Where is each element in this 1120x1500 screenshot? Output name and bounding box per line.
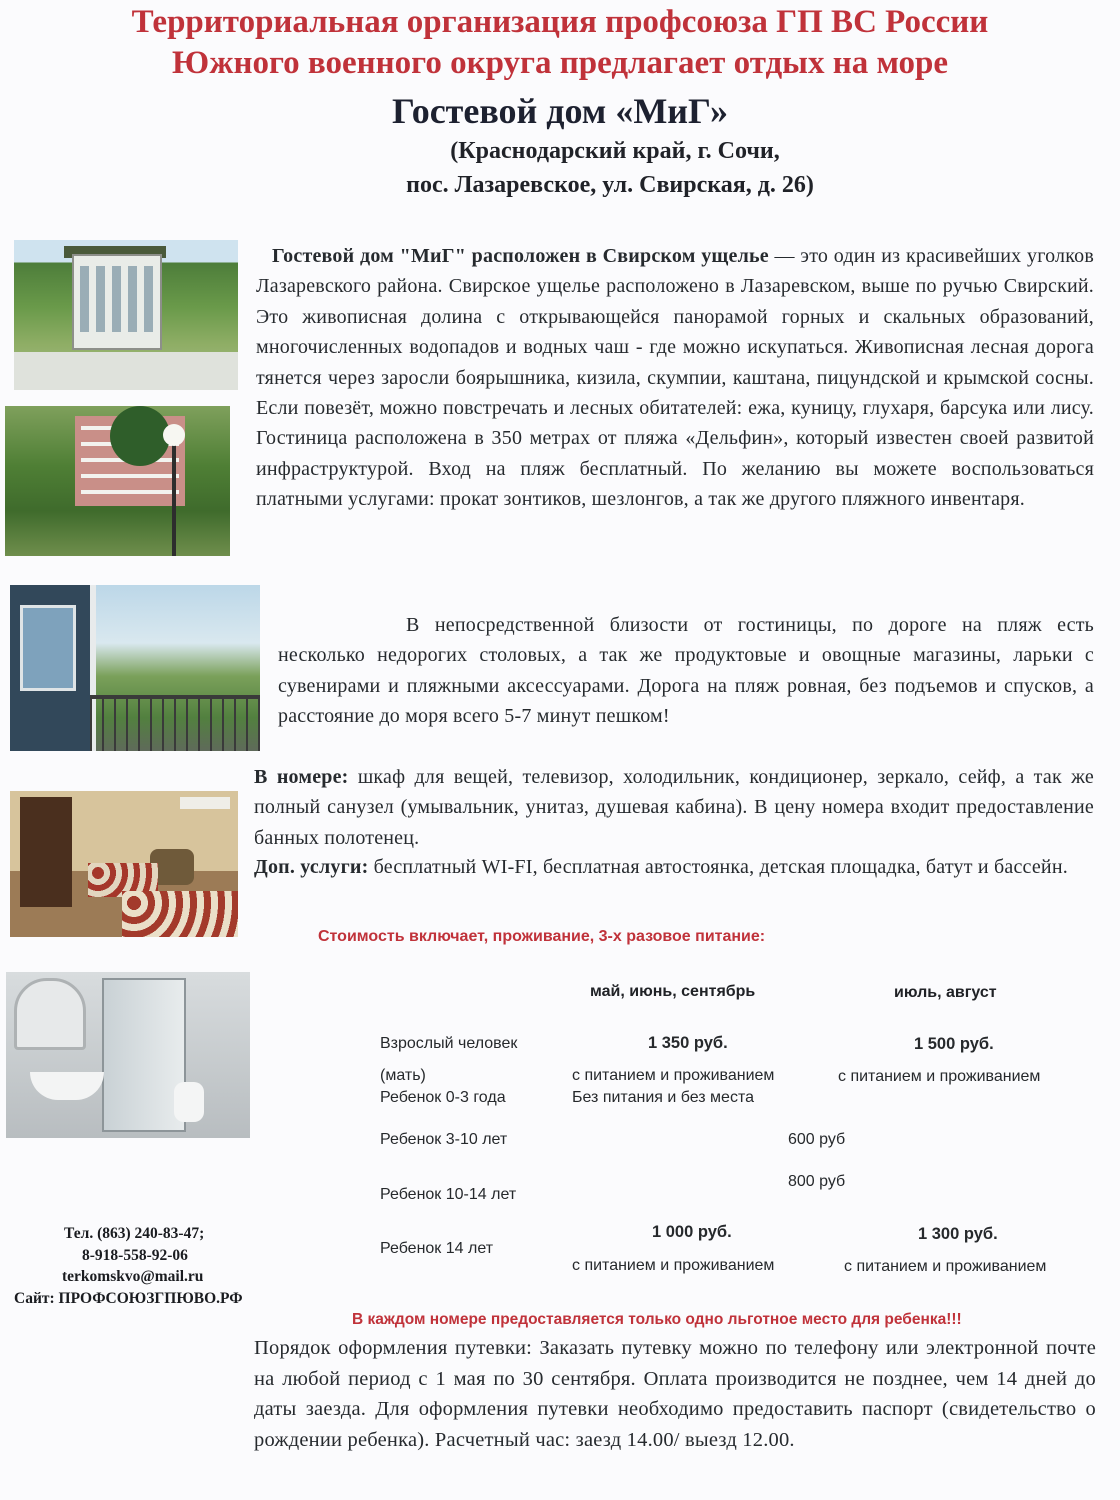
room-text: шкаф для вещей, телевизор, холодильник, кондиционер, зеркало, сейф, а так же полный санузел (умывальник, унитаз, душевая кабина). В цену номера входит предоставление банных полотенец. — [254, 766, 1094, 849]
child-0-3-note: Без питания и без места — [572, 1089, 754, 1106]
contact-website: Сайт: ПРОФСОЮЗГПЮВО.РФ — [14, 1290, 243, 1307]
row-child-0-3-label: Ребенок 0-3 года — [380, 1089, 506, 1106]
adult-price-low-season: 1 350 руб. — [648, 1034, 728, 1052]
child-14-price-low-season: 1 000 руб. — [652, 1223, 732, 1241]
row-mother-label: (мать) — [380, 1067, 426, 1084]
photo-balcony — [10, 585, 260, 751]
price-column-may-june-september: май, июнь, сентябрь — [590, 983, 756, 1000]
contact-phone-2: 8-918-558-92-06 — [82, 1247, 188, 1264]
page-title: Гостевой дом «МиГ» — [391, 91, 729, 131]
extras-paragraph — [254, 852, 1094, 882]
photo-courtyard — [5, 406, 230, 556]
room-label: В номере: — [254, 766, 349, 788]
extras-label: Доп. услуги: — [254, 856, 369, 878]
intro-lead: Гостевой дом "МиГ" расположен в Свирском ущелье — [272, 245, 769, 267]
adult-price-high-season: 1 500 руб. — [914, 1035, 994, 1053]
photo-guest-house-exterior — [14, 240, 238, 390]
price-heading: Стоимость включает, проживание, 3-х разовое питание: — [318, 928, 766, 945]
extras-text: бесплатный WI-FI, бесплатная автостоянка, детская площадка, батут и бассейн. — [368, 856, 1068, 878]
row-child-3-10-label: Ребенок 3-10 лет — [380, 1131, 508, 1148]
row-child-14-label: Ребенок 14 лет — [380, 1240, 494, 1257]
photo-bedroom — [10, 791, 238, 937]
child-3-10-price: 600 руб — [788, 1131, 846, 1148]
room-paragraph — [254, 762, 1094, 853]
row-child-10-14-label: Ребенок 10-14 лет — [380, 1186, 517, 1203]
child-14-note-high-season: с питанием и проживанием — [844, 1258, 1047, 1275]
contact-phone-1: Тел. (863) 240-83-47; — [64, 1225, 205, 1242]
photo-bathroom — [6, 972, 250, 1138]
nearby-paragraph: В непосредственной близости от гостиницы, по дороге на пляж есть несколько недорогих столовых, а так же продуктовые и овощные магазины, ларьки с сувенирами и пляжными аксессуарами. Дорога на пляж ровная, без подъемов и спусков, а расстояние до моря всего 5-7 минут пешком! — [278, 614, 1094, 728]
booking-paragraph: Порядок оформления путевки: Заказать путевку можно по телефону или электронной почте на любой период с 1 мая по 30 сентября. Оплата производится не позднее, чем 14 дней до даты заезда. Для оформления путевки необходимо предоставить паспорт (свидетельство о рождении ребенка). Расчетный час: заезд 14.00/ выезд 12.00. — [254, 1337, 1096, 1451]
header-offer: Южного военного округа предлагает отдых на море — [172, 45, 948, 81]
child-10-14-price: 800 руб — [788, 1173, 846, 1190]
adult-note-low-season: с питанием и проживанием — [572, 1067, 775, 1084]
row-adult-label: Взрослый человек — [380, 1035, 518, 1052]
adult-note-high-season: с питанием и проживанием — [838, 1068, 1041, 1085]
intro-paragraph — [256, 241, 1094, 515]
address-line-1: (Краснодарский край, г. Сочи, — [450, 138, 780, 164]
address-line-2: пос. Лазаревское, ул. Свирская, д. 26) — [406, 172, 814, 198]
child-place-notice: В каждом номере предоставляется только одно льготное место для ребенка!!! — [352, 1311, 962, 1328]
contact-email: terkomskvo@mail.ru — [62, 1268, 204, 1285]
child-14-note-low-season: с питанием и проживанием — [572, 1257, 775, 1274]
header-organization: Территориальная организация профсоюза ГП ВС России — [131, 4, 989, 40]
price-column-july-august: июль, август — [894, 984, 997, 1001]
intro-text: — это один из красивейших уголков Лазаревского района. Свирское ущелье расположено в Лазаревском, выше по ручью Свирский. Это живописная долина с открывающейся панорамой горных и скальных образований, многочисленных водопадов и водных чаш - где можно искупаться. Живописная лесная дорога тянется через заросли боярышника, кизила, скумпии, каштана, пицундской и крымской сосны. Если повезёт, можно повстречать и лесных обитателей: ежа, куницу, глухаря, барсука или лису. Гостиница расположена в 350 метрах от пляжа «Дельфин», который известен своей развитой инфраструктурой. Вход на пляж бесплатный. По желанию вы можете воспользоваться платными услугами: прокат зонтиков, шезлонгов, а так же другого пляжного инвентаря. — [256, 245, 1094, 511]
child-14-price-high-season: 1 300 руб. — [918, 1225, 998, 1243]
